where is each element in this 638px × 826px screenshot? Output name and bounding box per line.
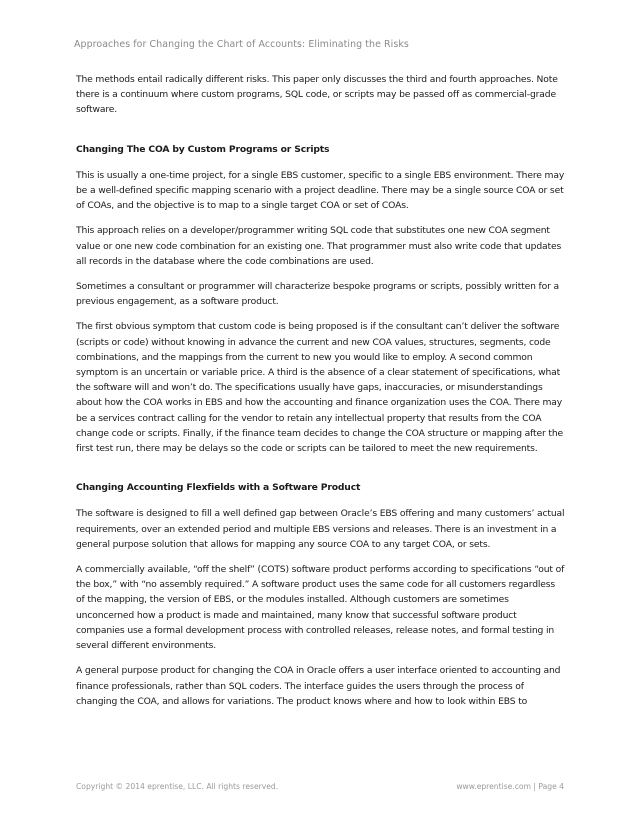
footer-page-info: www.eprentise.com | Page 4 bbox=[456, 782, 564, 791]
paragraph: Sometimes a consultant or programmer will characterize bespoke programs or scripts, possibly written for a previous engagement, as a software product. bbox=[76, 281, 559, 308]
section-heading-software-product: Changing Accounting Flexfields with a Software Product bbox=[76, 482, 361, 494]
paragraph: This is usually a one-time project, for a single EBS customer, specific to a single EBS environment. There may be a well-defined specific mapping scenario with a project deadline. There may be a single source COA or set of COAs, and the objective is to map to a single target COA or set of COAs. bbox=[76, 169, 565, 212]
paragraph: A commercially available, “off the shelf” (COTS) software product performs according to specifications “out of the box,” with “no assembly required.” A software product uses the same code for all customers regardless of the mapping, the version of EBS, or the modules installed. Although customers are sometimes unconcerned how a product is made and maintained, many know that successful software product companies use a formal development process with controlled releases, release notes, and formal testing in several different environments. bbox=[76, 564, 565, 652]
section-heading-custom-programs: Changing The COA by Custom Programs or Scripts bbox=[76, 143, 330, 155]
paragraph: This approach relies on a developer/programmer writing SQL code that substitutes one new COA segment value or one new code combination for an existing one. That programmer must also write code that updates all records in the database where the code combinations are used. bbox=[76, 225, 562, 267]
intro-paragraph: The methods entail radically different risks. This paper only discusses the third and fourth approaches. Note there is a continuum where custom programs, SQL code, or scripts may be passed off as commercial-grade software. bbox=[76, 74, 558, 116]
paragraph: A general purpose product for changing the COA in Oracle offers a user interface oriented to accounting and finance professionals, rather than SQL coders. The interface guides the users through the process of changing the COA, and allows for variations. The product knows where and how to look within EBS to bbox=[76, 665, 561, 707]
running-header: Approaches for Changing the Chart of Accounts: Eliminating the Risks bbox=[74, 39, 409, 50]
page-body bbox=[76, 72, 566, 709]
footer-copyright: Copyright © 2014 eprentise, LLC. All rights reserved. bbox=[76, 782, 279, 791]
paragraph: The software is designed to fill a well defined gap between Oracle’s EBS offering and many customers’ actual requirements, over an extended period and multiple EBS versions and releases. There is an investment in a general purpose solution that allows for mapping any source COA to any target COA, or sets. bbox=[76, 508, 565, 550]
paragraph: The first obvious symptom that custom code is being proposed is if the consultant can’t deliver the software (scripts or code) without knowing in advance the current and new COA values, structures, segments, code combinations, and the mappings from the current to new you would like to employ. A second common symptom is an uncertain or variable price. A third is the absence of a clear statement of specifications, what the software will and won’t do. The specifications usually have gaps, inaccuracies, or misunderstandings about how the COA works in EBS and how the accounting and finance organization uses the COA. There may be a services contract calling for the vendor to retain any intellectual property that results from the COA change code or scripts. Finally, if the finance team decides to change the COA structure or mapping after the first test run, there may be delays so the code or scripts can be tailored to meet the new requirements. bbox=[76, 321, 564, 455]
